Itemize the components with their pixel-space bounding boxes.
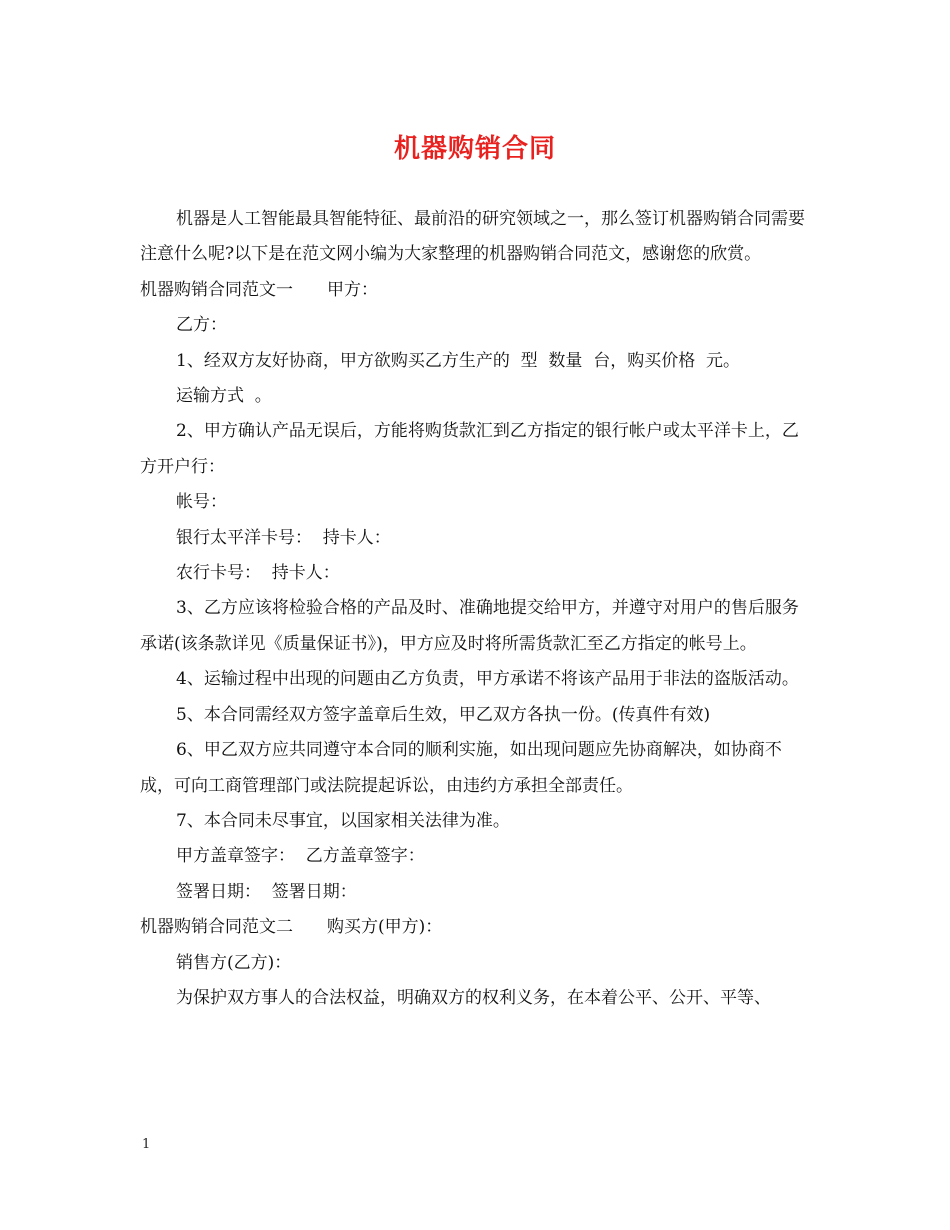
paragraph-sample-one-heading: 机器购销合同范文一 甲方： [140, 279, 378, 300]
paragraph-sign-dates: 签署日期： 签署日期： [176, 881, 357, 902]
paragraph-intro: 机器是人工智能最具智能特征、最前沿的研究领域之一，那么签订机器购销合同需要注意什么呢?以下是在范文网小编为大家整理的机器购销合同范文，感谢您的欣赏。 [140, 209, 805, 265]
paragraph-bank-card: 银行太平洋卡号： 持卡人： [176, 527, 391, 548]
paragraph-clause-5: 5、本合同需经双方签字盖章后生效，甲乙双方各执一份。(传真件有效) [176, 704, 711, 725]
page-number: 1 [142, 1137, 151, 1152]
paragraph-account: 帐号： [176, 492, 227, 513]
paragraph-sample-two-heading: 机器购销合同范文二 购买方(甲方)： [140, 917, 443, 938]
paragraph-signatures: 甲方盖章签字： 乙方盖章签字： [176, 846, 425, 867]
document-body [140, 202, 815, 1016]
paragraph-clause-7: 7、本合同未尽事宜，以国家相关法律为准。 [176, 810, 510, 831]
paragraph-clause-2: 2、甲方确认产品无误后，方能将购货款汇到乙方指定的银行帐户或太平洋卡上，乙方开户行： [140, 421, 799, 477]
paragraph-transport-method: 运输方式 。 [176, 386, 272, 407]
paragraph-preamble: 为保护双方事人的合法权益，明确双方的权利义务，在本着公平、公开、平等、 [176, 987, 771, 1008]
paragraph-agri-card: 农行卡号： 持卡人： [176, 563, 340, 584]
paragraph-clause-1: 1、经双方友好协商，甲方欲购买乙方生产的 型 数量 台，购买价格 元。 [176, 350, 741, 371]
paragraph-party-b: 乙方： [176, 315, 227, 336]
paragraph-clause-4: 4、运输过程中出现的问题由乙方负责，甲方承诺不将该产品用于非法的盗版活动。 [176, 669, 799, 690]
paragraph-clause-3: 3、乙方应该将检验合格的产品及时、准确地提交给甲方，并遵守对用户的售后服务承诺(该条款详见《质量保证书》)，甲方应及时将所需货款汇至乙方指定的帐号上。 [140, 598, 799, 654]
document-title: 机器购销合同 [393, 134, 556, 164]
paragraph-clause-6: 6、甲乙双方应共同遵守本合同的顺利实施，如出现问题应先协商解决，如协商不成，可向工商管理部门或法院提起诉讼，由违约方承担全部责任。 [140, 740, 782, 796]
paragraph-seller: 销售方(乙方)： [176, 952, 292, 973]
